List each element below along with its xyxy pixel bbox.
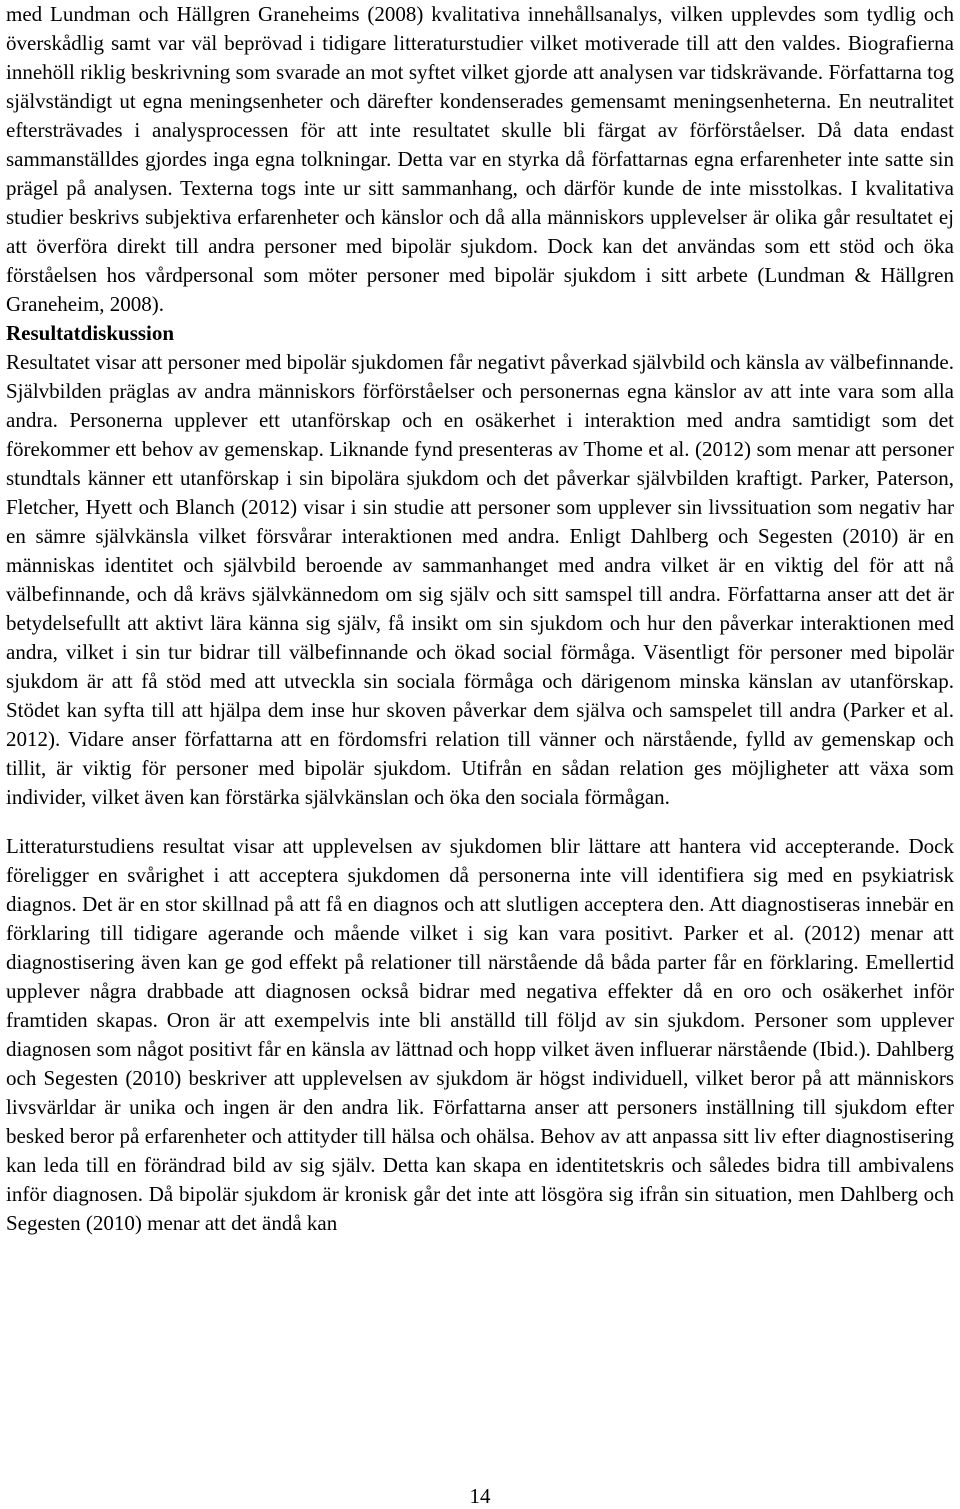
document-page bbox=[6, 0, 954, 1238]
section-heading: Resultatdiskussion bbox=[6, 321, 175, 345]
paragraph-method-discussion: med Lundman och Hällgren Graneheims (2008) kvalitativa innehållsanalys, vilken upplevdes som tydlig och överskådlig samt var väl beprövad i tidigare litteraturstudier vilket motiverade till att den valdes. Biografierna innehöll riklig beskrivning som svarade an mot syftet vilket gjorde att analysen var tidskrävande. Författarna tog självständigt ut egna meningsenheter och därefter kondenserades gemensamt meningsenheterna. En neutralitet eftersträvades i analysprocessen för att inte resultatet skulle bli färgat av förförståelser. Då data endast sammanställdes gjordes inga egna tolkningar. Detta var en styrka då författarnas egna erfarenheter inte satte sin prägel på analysen. Texterna togs inte ur sitt sammanhang, och därför kunde de inte misstolkas. I kvalitativa studier beskrivs subjektiva erfarenheter och känslor och då alla människors upplevelser är olika går resultatet ej att överföra direkt till andra personer med bipolär sjukdom. Dock kan det användas som ett stöd och öka förståelsen hos vårdpersonal som möter personer med bipolär sjukdom i sitt arbete (Lundman & Hällgren Graneheim, 2008). bbox=[6, 2, 954, 316]
paragraph-results-2: Litteraturstudiens resultat visar att upplevelsen av sjukdomen blir lättare att hantera vid accepterande. Dock föreligger en svårighet i att acceptera sjukdomen då personerna inte vill identifiera sig med en psykiatrisk diagnos. Det är en stor skillnad på att få en diagnos och att slutligen acceptera den. Att diagnostiseras innebär en förklaring till tidigare agerande och mående vilket i sig kan vara positivt. Parker et al. (2012) menar att diagnostisering även kan ge god effekt på relationer till närstående då båda parter får en förklaring. Emellertid upplever några drabbade att diagnosen också bidrar med negativa effekter då en oro och osäkerhet inför framtiden skapas. Oron är att exempelvis inte bli anställd till följd av sin sjukdom. Personer som upplever diagnosen som något positivt får en känsla av lättnad och hopp vilket även influerar närstående (Ibid.). Dahlberg och Segesten (2010) beskriver att upplevelsen av sjukdom är högst individuell, vilket beror på att människors livsvärldar är unika och ingen är den andra lik. Författarna anser att personers inställning till sjukdom efter besked beror på erfarenheter och attityder till hälsa och ohälsa. Behov av att anpassa sitt liv efter diagnostisering kan leda till en förändrad bild av sig själv. Detta kan skapa en identitetskris och således bidra till ambivalens inför diagnosen. Då bipolär sjukdom är kronisk går det inte att lösgöra sig ifrån sin situation, men Dahlberg och Segesten (2010) menar att det ändå kan bbox=[6, 834, 954, 1235]
paragraph-results-1: Resultatet visar att personer med bipolär sjukdomen får negativt påverkad självbild och känsla av välbefinnande. Självbilden präglas av andra människors förförståelser och personernas egna känslor av att inte vara som alla andra. Personerna upplever ett utanförskap och en osäkerhet i interaktion med andra samtidigt som det förekommer ett behov av gemenskap. Liknande fynd presenteras av Thome et al. (2012) som menar att personer stundtals känner ett utanförskap i sin bipolära sjukdom och det påverkar självbilden kraftigt. Parker, Paterson, Fletcher, Hyett och Blanch (2012) visar i sin studie att personer som upplever sin livssituation som negativ har en sämre självkänsla vilket försvårar interaktionen med andra. Enligt Dahlberg och Segesten (2010) är en människas identitet och självbild beroende av sammanhanget med andra vilket är en viktig del för att nå välbefinnande, och då krävs självkännedom om sig själv och sitt samspel till andra. Författarna anser att det är betydelsefullt att aktivt lära känna sig själv, få insikt om sin sjukdom och hur den påverkar interaktionen med andra, vilket i sin tur bidrar till välbefinnande och ökad social förmåga. Väsentligt för personer med bipolär sjukdom är att få stöd med att utveckla sin sociala förmåga och därigenom minska känslan av utanförskap. Stödet kan syfta till att hjälpa dem inse hur skoven påverkar dem själva och samspelet till andra (Parker et al. 2012). Vidare anser författarna att en fördomsfri relation till vänner och närstående, fylld av gemenskap och tillit, är viktig för personer med bipolär sjukdom. Utifrån en sådan relation ges möjligheter att växa som individer, vilket även kan förstärka självkänslan och öka den sociala förmågan. bbox=[6, 350, 954, 809]
page-number: 14 bbox=[469, 1484, 491, 1508]
